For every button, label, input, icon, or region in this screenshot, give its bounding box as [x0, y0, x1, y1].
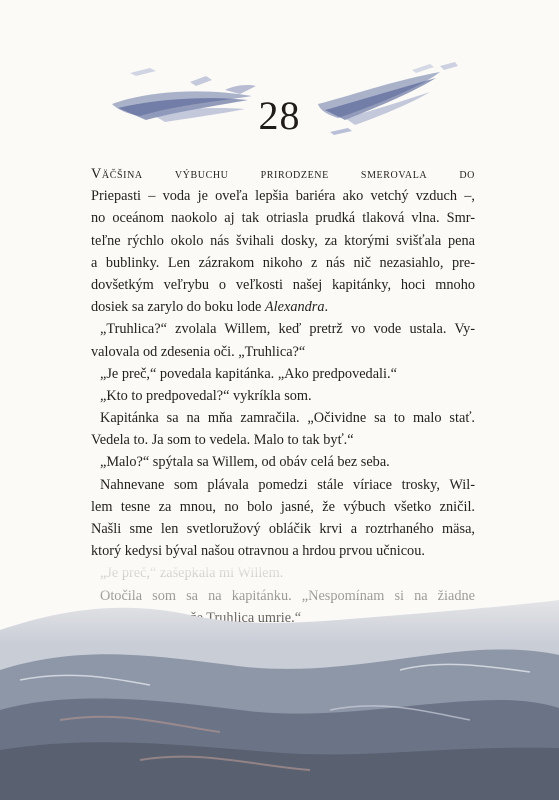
sea-waves-illustration — [0, 560, 559, 800]
text-line — [91, 274, 475, 296]
text-run: valovala od zdesenia oči. „Truhlica?“ — [91, 343, 306, 360]
text-line — [91, 363, 475, 385]
small-caps-text: Väčšina výbuchu prirodzene smerovala do — [91, 166, 475, 182]
text-line — [91, 163, 475, 185]
text-run: a bublinky. Len zázrakom nikoho z nás nič nezasiahlo, pre- — [91, 254, 475, 271]
text-line — [91, 407, 475, 429]
text-line — [91, 252, 475, 274]
text-run: teľne rýchlo okolo nás švihali dosky, za ktorými svišťala pena — [91, 232, 475, 249]
text-run: ktorý kedysi býval našou otravnou a hrdou prvou učnicou. — [91, 543, 425, 560]
text-line — [91, 474, 475, 496]
text-line — [91, 429, 475, 451]
text-run: lem tesne za mnou, no bolo jasné, že výbuch všetko zničil. — [91, 498, 475, 515]
text-run: „Kto to predpovedal?“ vykríkla som. — [100, 387, 312, 404]
text-run: . — [324, 299, 329, 316]
text-run: dovšetkým veľrybu o veľkosti našej kapitánky, hoci mnoho — [91, 276, 475, 293]
text-run: Kapitánka sa na mňa zamračila. „Očividne sa to malo stať. — [100, 410, 475, 427]
italic-text: Alexandra — [264, 299, 325, 316]
text-run: „Truhlica?“ zvolala Willem, keď pretrž vo vode ustala. Vy- — [100, 321, 475, 338]
text-line — [91, 296, 475, 318]
text-run: Našli sme len svetloružový obláčik krvi a roztrhaného mäsa, — [91, 521, 475, 537]
text-run: dosiek sa zarylo do boku lode — [91, 299, 265, 316]
text-run: „Malo?“ spýtala sa Willem, od obáv celá bez seba. — [100, 454, 390, 471]
text-line — [91, 451, 475, 473]
text-line — [91, 385, 475, 407]
text-run: no oceánom naokolo aj tak otriasla prudká tlaková vlna. Smr- — [91, 210, 475, 227]
text-run: Vedela to. Ja som to vedela. Malo to tak byť.“ — [91, 432, 354, 449]
text-line — [91, 341, 475, 363]
text-line — [91, 185, 475, 207]
text-run: Nahnevane som plávala pomedzi stále víriace trosky, Wil- — [100, 476, 475, 493]
text-line — [91, 496, 475, 518]
text-run: „Je preč,“ povedala kapitánka. „Ako predpovedali.“ — [100, 365, 397, 382]
text-line — [91, 230, 475, 252]
text-line — [91, 318, 475, 340]
text-line — [91, 207, 475, 229]
text-line — [91, 518, 475, 540]
chapter-number: 28 — [258, 93, 301, 138]
text-run: Priepasti – voda je oveľa lepšia bariéra ako vetchý vzduch –, — [91, 188, 475, 205]
